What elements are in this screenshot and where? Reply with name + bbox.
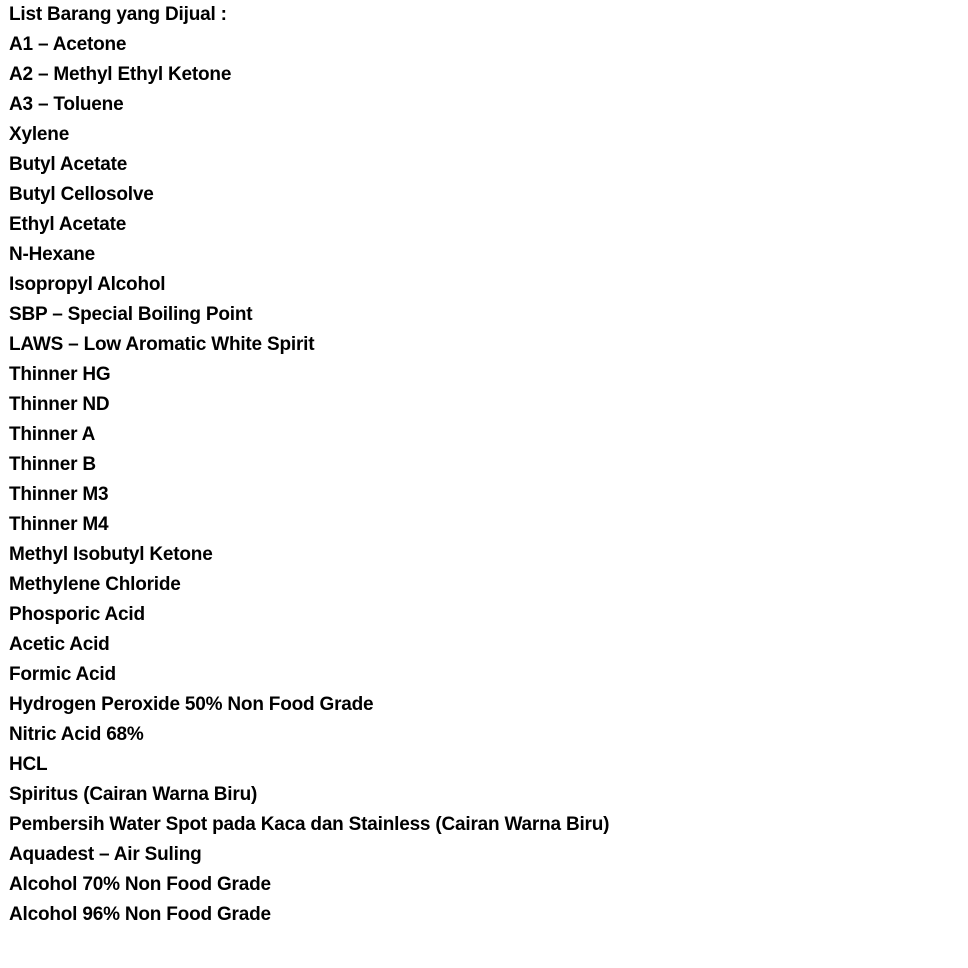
list-item: N-Hexane [9, 244, 96, 265]
list-item: Thinner B [9, 454, 96, 475]
list-item: Ethyl Acetate [9, 214, 127, 235]
list-item: Methylene Chloride [9, 574, 181, 595]
list-item: A1 – Acetone [9, 34, 127, 55]
list-item: Formic Acid [9, 664, 116, 685]
list-item: Acetic Acid [9, 634, 110, 655]
list-item: Methyl Isobutyl Ketone [9, 544, 213, 565]
list-item: Xylene [9, 124, 70, 145]
list-item: Phosporic Acid [9, 604, 145, 625]
list-item: Alcohol 70% Non Food Grade [9, 874, 271, 895]
list-item: Thinner M4 [9, 514, 109, 535]
list-item: Alcohol 96% Non Food Grade [9, 904, 271, 925]
list-item: Aquadest – Air Suling [9, 844, 202, 865]
list-item: HCL [9, 754, 48, 775]
list-item: Butyl Acetate [9, 154, 128, 175]
list-item: SBP – Special Boiling Point [9, 304, 253, 325]
list-item: Thinner HG [9, 364, 111, 385]
list-item: A3 – Toluene [9, 94, 124, 115]
list-item: Isopropyl Alcohol [9, 274, 166, 295]
list-item: Nitric Acid 68% [9, 724, 144, 745]
list-item: Hydrogen Peroxide 50% Non Food Grade [9, 694, 374, 715]
list-item: LAWS – Low Aromatic White Spirit [9, 334, 315, 355]
list-item: Spiritus (Cairan Warna Biru) [9, 784, 258, 805]
list-item: Thinner A [9, 424, 96, 445]
list-item: Pembersih Water Spot pada Kaca dan Stainless (Cairan Warna Biru) [9, 814, 610, 835]
list-item: A2 – Methyl Ethyl Ketone [9, 64, 232, 85]
page-title: List Barang yang Dijual : [9, 4, 227, 25]
list-item: Butyl Cellosolve [9, 184, 154, 205]
list-item: Thinner ND [9, 394, 110, 415]
list-item: Thinner M3 [9, 484, 109, 505]
